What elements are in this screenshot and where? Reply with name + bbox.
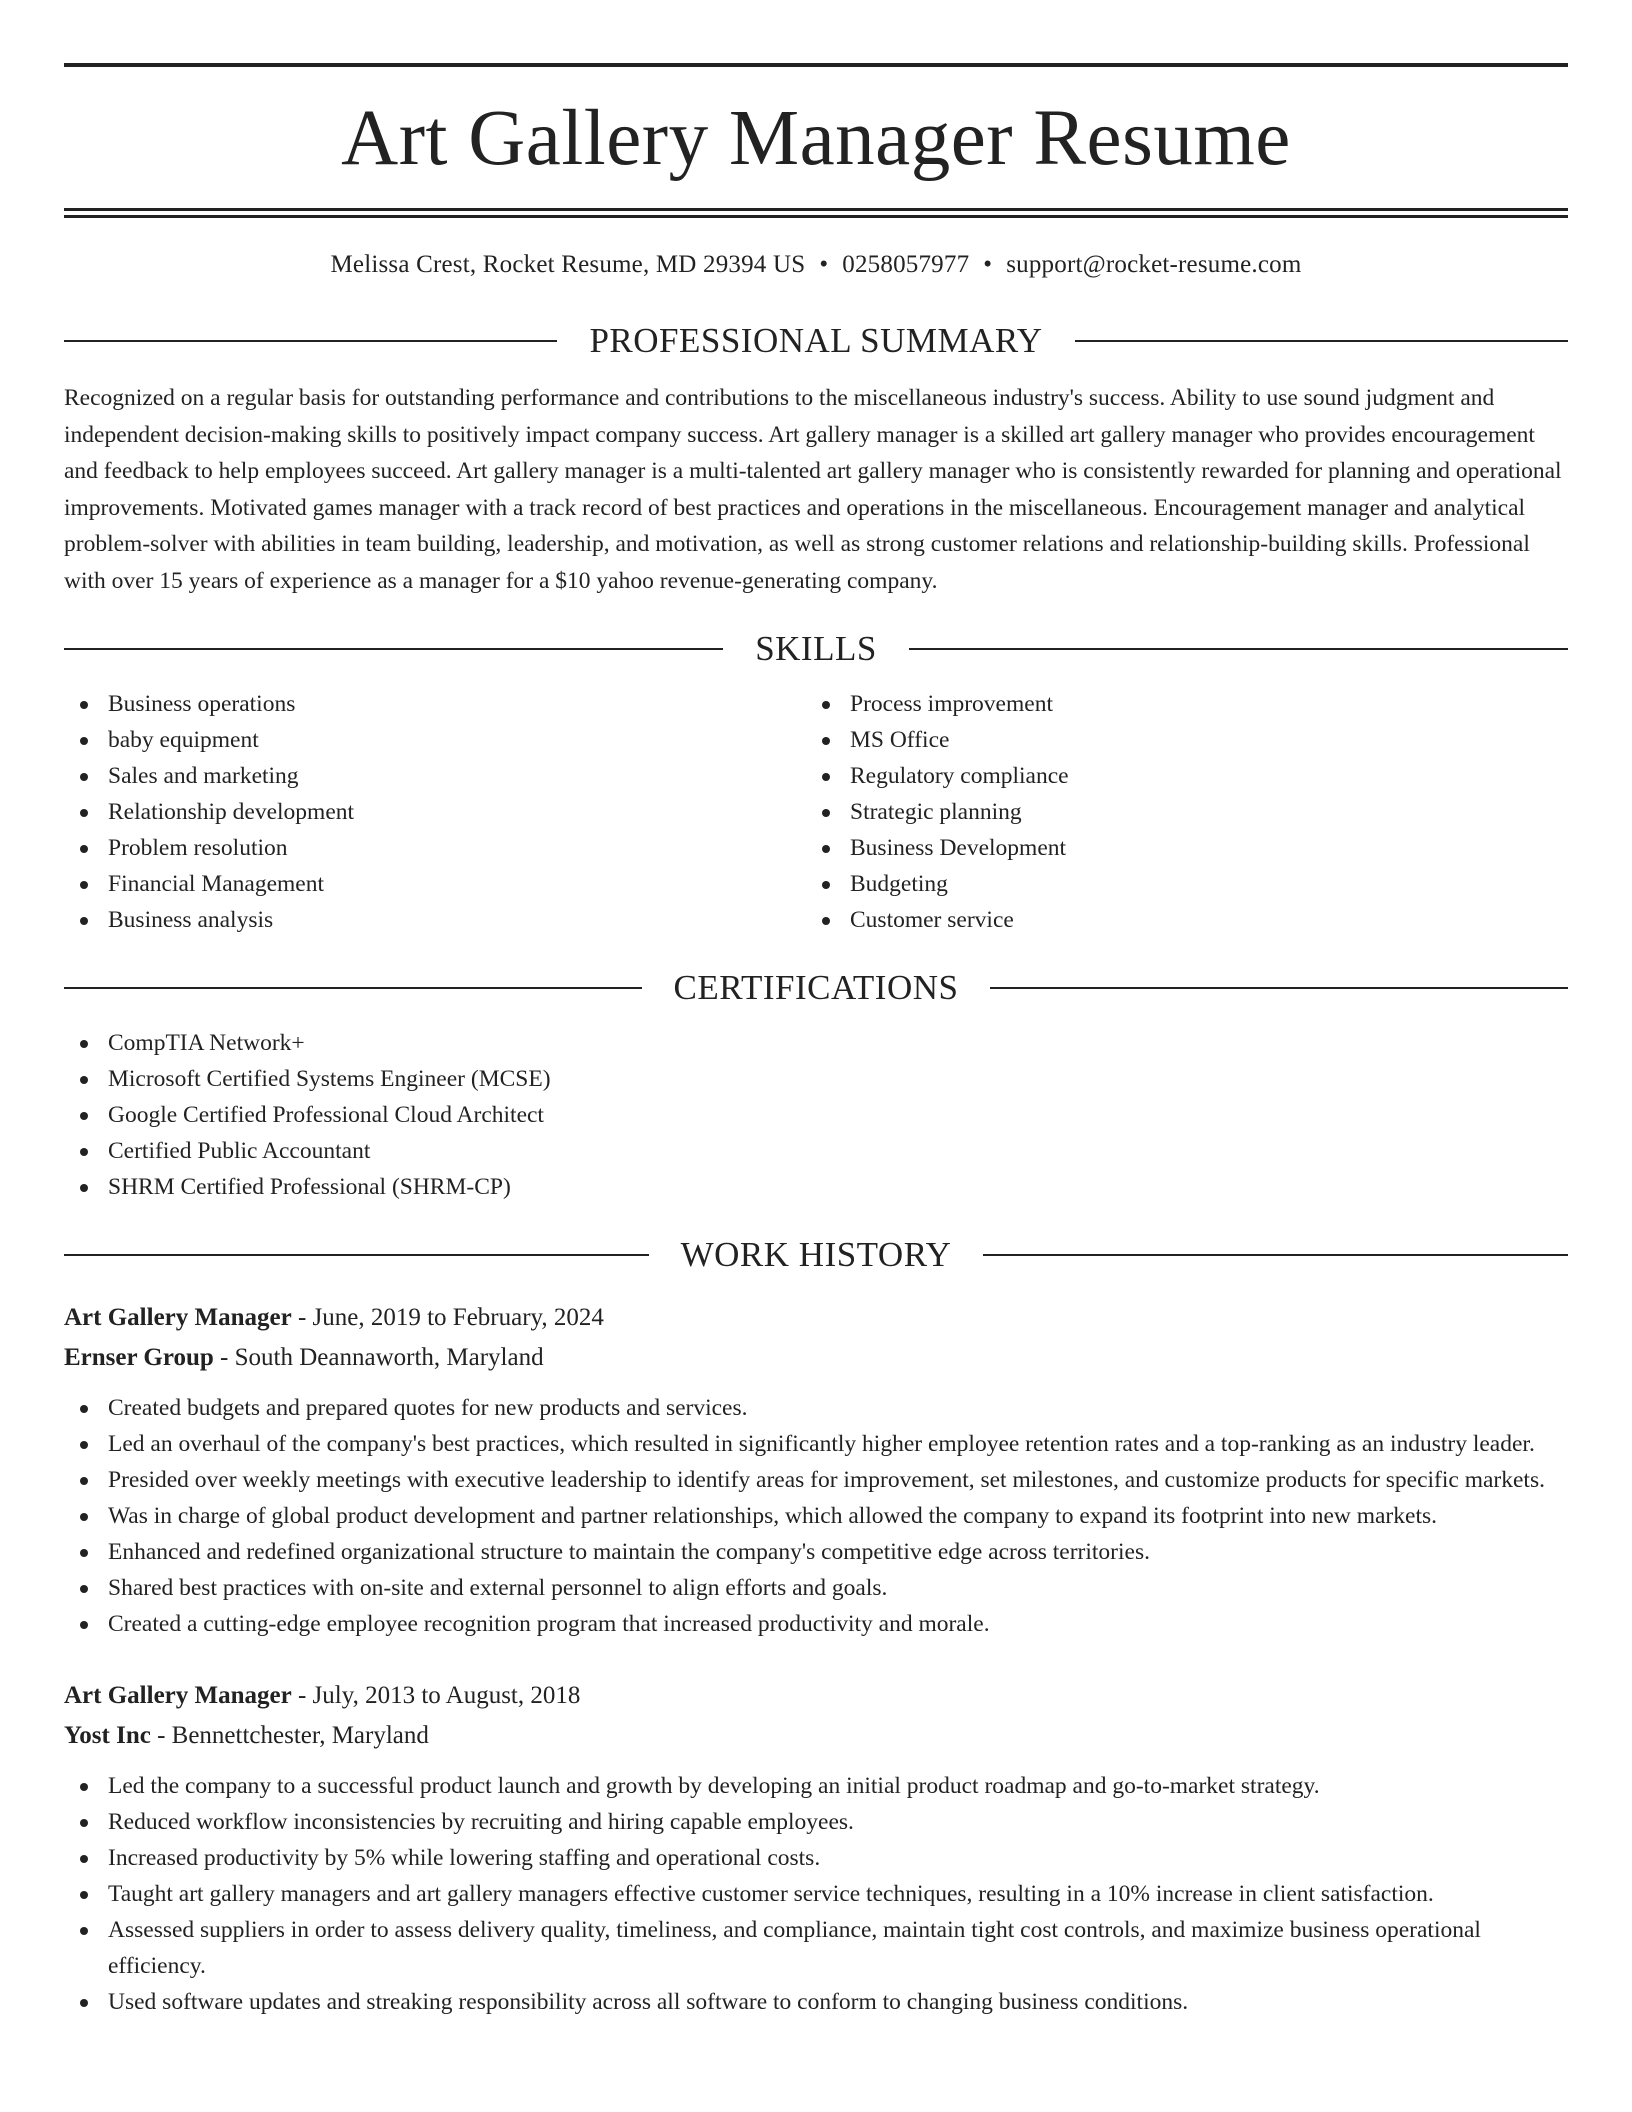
- contact-email: support@rocket-resume.com: [1006, 251, 1302, 278]
- job-bullet: Was in charge of global product development and partner relationships, which allowed the company to expand its footprint into new markets.: [64, 1498, 1568, 1534]
- summary-text: Recognized on a regular basis for outstanding performance and contributions to the miscellaneous industry's success. Ability to use sound judgment and independent decision-making skills to positively impact company success. Art gallery manager is a skilled art gallery manager who provides encouragement and feedback to help employees succeed. Art gallery manager is a multi-talented art gallery manager who is consistently rewarded for planning and operational improvements. Motivated games manager with a track record of best practices and operations in the miscellaneous. Encouragement manager and analytical problem-solver with abilities in team building, leadership, and motivation, as well as strong customer relations and relationship-building skills. Professional with over 15 years of experience as a manager for a $10 yahoo revenue-generating company.: [64, 385, 1562, 594]
- certification-item: Google Certified Professional Cloud Architect: [64, 1097, 1568, 1133]
- skill-item: Sales and marketing: [64, 758, 806, 794]
- certifications-list: [64, 1025, 1568, 1205]
- job-bullet: Enhanced and redefined organizational structure to maintain the company's competitive edge across territories.: [64, 1534, 1568, 1570]
- job-bullet: Increased productivity by 5% while lowering staffing and operational costs.: [64, 1840, 1568, 1876]
- section-heading-summary: [64, 323, 1568, 358]
- job-dates: - June, 2019 to February, 2024: [291, 1304, 604, 1331]
- job-bullet: Presided over weekly meetings with executive leadership to identify areas for improvement, set milestones, and customize products for specific markets.: [64, 1462, 1568, 1498]
- job-bullet: Reduced workflow inconsistencies by recruiting and hiring capable employees.: [64, 1804, 1568, 1840]
- title-top-rule: [64, 63, 1568, 67]
- heading-rule: [1075, 340, 1568, 342]
- contact-phone: 0258057977: [842, 251, 970, 278]
- skill-item: MS Office: [806, 722, 1548, 758]
- job-dates: - July, 2013 to August, 2018: [291, 1682, 581, 1709]
- job-bullets: [64, 1390, 1568, 1642]
- skills-column-left: [64, 686, 806, 938]
- skill-item: Strategic planning: [806, 794, 1548, 830]
- job-entry: [64, 1298, 1568, 1642]
- job-title-line: [64, 1676, 1568, 1716]
- skill-item: Process improvement: [806, 686, 1548, 722]
- skill-item: Business operations: [64, 686, 806, 722]
- resume-page: [64, 0, 1568, 2020]
- heading-rule: [990, 987, 1568, 989]
- section-title: CERTIFICATIONS: [673, 968, 959, 1007]
- job-role: Art Gallery Manager: [64, 1682, 292, 1709]
- section-title: PROFESSIONAL SUMMARY: [589, 321, 1043, 360]
- heading-rule: [983, 1254, 1568, 1256]
- job-location: - South Deannaworth, Maryland: [213, 1344, 544, 1371]
- job-company-line: [64, 1338, 1568, 1378]
- title-double-rule: [64, 208, 1568, 218]
- section-title: SKILLS: [755, 629, 877, 668]
- job-location: - Bennettchester, Maryland: [150, 1722, 429, 1749]
- job-bullet: Shared best practices with on-site and external personnel to align efforts and goals.: [64, 1570, 1568, 1606]
- job-title-line: [64, 1298, 1568, 1338]
- job-bullets: [64, 1768, 1568, 2020]
- section-heading-work-history: [64, 1237, 1568, 1272]
- section-heading-skills: [64, 631, 1568, 666]
- job-company: Yost Inc: [64, 1722, 151, 1749]
- contact-separator: •: [983, 251, 993, 278]
- heading-rule: [64, 648, 723, 650]
- contact-line: [64, 251, 1568, 279]
- heading-rule: [64, 987, 642, 989]
- skill-item: baby equipment: [64, 722, 806, 758]
- contact-separator: •: [819, 251, 829, 278]
- job-role: Art Gallery Manager: [64, 1304, 292, 1331]
- job-bullet: Assessed suppliers in order to assess delivery quality, timeliness, and compliance, maintain tight cost controls, and maximize business operational efficiency.: [64, 1912, 1568, 1984]
- skill-item: Business Development: [806, 830, 1548, 866]
- certification-item: CompTIA Network+: [64, 1025, 1568, 1061]
- job-bullet: Led the company to a successful product launch and growth by developing an initial product roadmap and go-to-market strategy.: [64, 1768, 1568, 1804]
- skill-item: Problem resolution: [64, 830, 806, 866]
- job-bullet: Created budgets and prepared quotes for new products and services.: [64, 1390, 1568, 1426]
- skill-item: Business analysis: [64, 902, 806, 938]
- job-company: Ernser Group: [64, 1344, 214, 1371]
- skill-item: Customer service: [806, 902, 1548, 938]
- skill-item: Financial Management: [64, 866, 806, 902]
- heading-rule: [909, 648, 1568, 650]
- skills-list: [64, 686, 1568, 938]
- job-bullet: Created a cutting-edge employee recognition program that increased productivity and morale.: [64, 1606, 1568, 1642]
- section-title: WORK HISTORY: [680, 1235, 952, 1274]
- certification-item: SHRM Certified Professional (SHRM-CP): [64, 1169, 1568, 1205]
- skill-item: Budgeting: [806, 866, 1548, 902]
- job-bullet: Led an overhaul of the company's best practices, which resulted in significantly higher employee retention rates and a top-ranking as an industry leader.: [64, 1426, 1568, 1462]
- section-heading-certifications: [64, 970, 1568, 1005]
- certification-item: Certified Public Accountant: [64, 1133, 1568, 1169]
- skill-item: Relationship development: [64, 794, 806, 830]
- heading-rule: [64, 1254, 649, 1256]
- job-bullet: Used software updates and streaking responsibility across all software to conform to changing business conditions.: [64, 1984, 1568, 2020]
- skills-column-right: [806, 686, 1548, 938]
- heading-rule: [64, 340, 557, 342]
- certification-item: Microsoft Certified Systems Engineer (MCSE): [64, 1061, 1568, 1097]
- job-company-line: [64, 1716, 1568, 1756]
- page-title: Art Gallery Manager Resume: [341, 95, 1291, 182]
- skill-item: Regulatory compliance: [806, 758, 1548, 794]
- job-entry: [64, 1676, 1568, 2020]
- contact-address: Melissa Crest, Rocket Resume, MD 29394 US: [330, 251, 806, 278]
- job-bullet: Taught art gallery managers and art gallery managers effective customer service techniques, resulting in a 10% increase in client satisfaction.: [64, 1876, 1568, 1912]
